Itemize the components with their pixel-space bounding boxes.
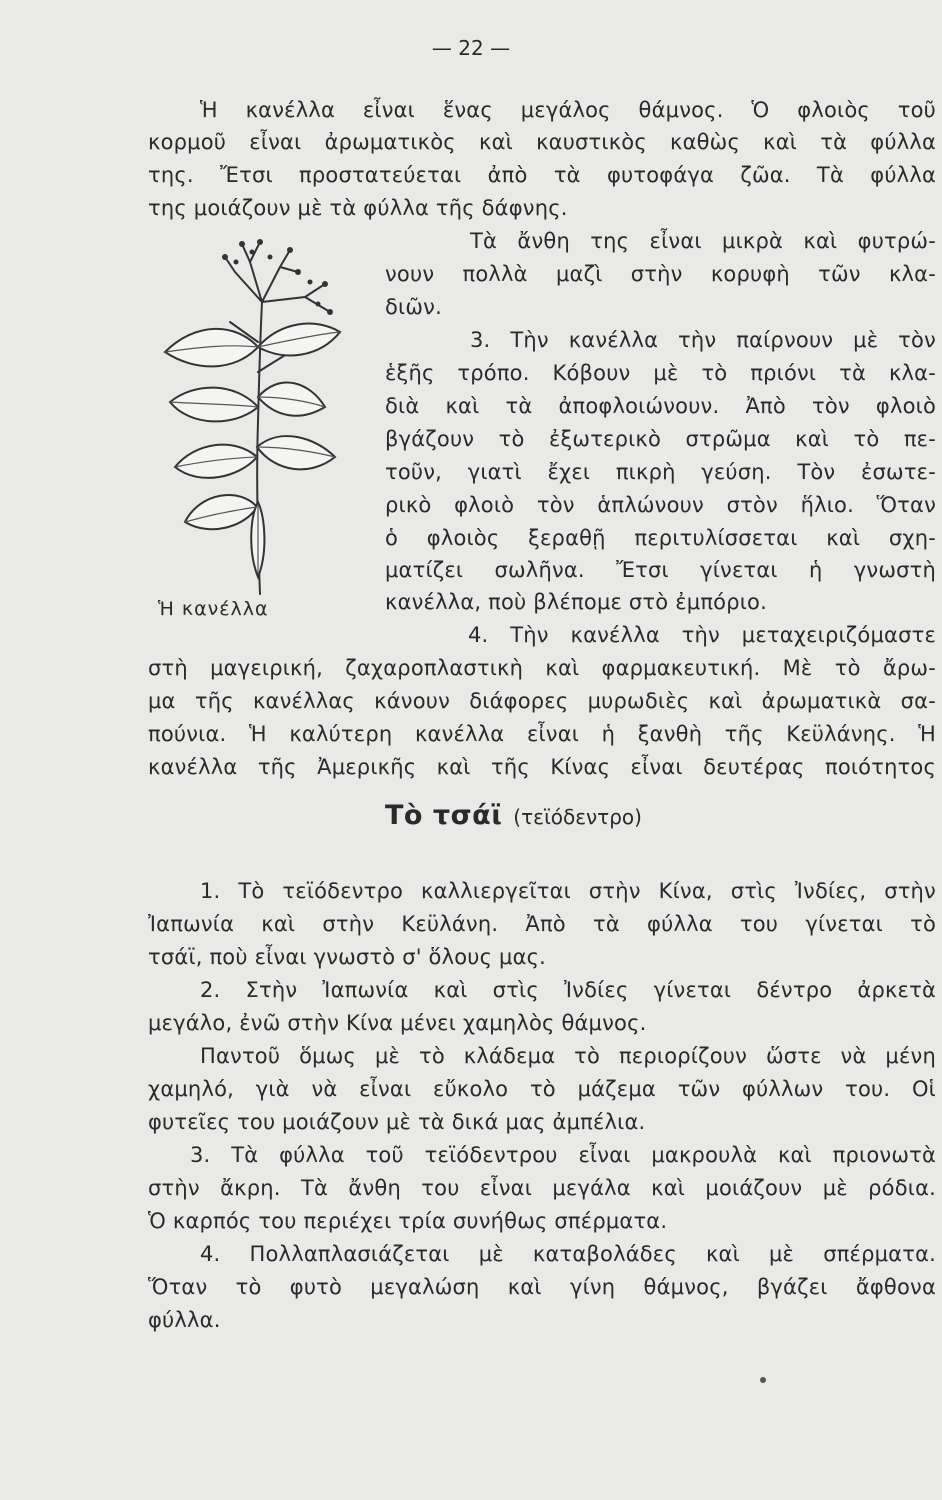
text-line: νουν πολλὰ μαζὶ στὴν κορυφὴ τῶν κλα-: [385, 262, 936, 286]
text-line: στὴν ἄκρη. Τὰ ἄνθη του εἶναι μεγάλα καὶ μοιάζουν μὲ ρόδια.: [148, 1176, 936, 1200]
leaf: [175, 445, 257, 478]
text-line: στὴ μαγειρική, ζαχαροπλαστικὴ καὶ φαρμακευτική. Μὲ τὸ ἄρω-: [148, 656, 936, 680]
text-line: κανέλλα τῆς Ἀμερικῆς καὶ τῆς Κίνας εἶναι δευτέρας ποιότητος: [148, 755, 936, 779]
text-line: διῶν.: [385, 295, 442, 319]
figure-caption: Ἡ κανέλλα: [158, 598, 269, 620]
text-line: ἑξῆς τρόπο. Κόβουν μὲ τὸ πριόνι τὰ κλα-: [385, 361, 936, 385]
text-line: 3. Τὰ φύλλα τοῦ τεϊόδεντρου εἶναι μακρουλὰ καὶ πριονωτὰ: [190, 1143, 936, 1167]
text-line: Τὰ ἄνθη της εἶναι μικρὰ καὶ φυτρώ-: [470, 229, 936, 253]
text-line: 4. Πολλαπλασιάζεται μὲ καταβολάδες καὶ μὲ σπέρματα.: [200, 1242, 936, 1266]
text-line: της μοιάζουν μὲ τὰ φύλλα τῆς δάφνης.: [148, 196, 568, 220]
section-subtitle: (τεϊόδεντρο): [513, 805, 642, 829]
leaf: [165, 329, 258, 367]
text-line: 3. Τὴν κανέλλα τὴν παίρνουν μὲ τὸν: [470, 328, 936, 352]
text-line: Ἰαπωνία καὶ στὴν Κεϋλάνη. Ἀπὸ τὰ φύλλα του γίνεται τὸ: [148, 912, 936, 936]
text-line: Παντοῦ ὅμως μὲ τὸ κλάδεμα τὸ περιορίζουν ὥστε νὰ μένη: [200, 1044, 936, 1068]
text-line: πούνια. Ἡ καλύτερη κανέλλα εἶναι ἡ ξανθὴ τῆς Κεϋλάνης. Ἡ: [148, 722, 936, 746]
text-line: Ἡ κανέλλα εἶναι ἕνας μεγάλος θάμνος. Ὁ φλοιὸς τοῦ: [200, 98, 936, 122]
text-line: 1. Τὸ τεϊόδεντρο καλλιεργεῖται στὴν Κίνα, στὶς Ἰνδίες, στὴν: [200, 879, 936, 903]
print-speck: [760, 1377, 766, 1383]
section-title: Τὸ τσάϊ: [385, 800, 503, 831]
page-number: — 22 —: [431, 36, 511, 60]
text-line: τσάϊ, ποὺ εἶναι γνωστὸ σ' ὅλους μας.: [148, 945, 547, 969]
text-line: φύλλα.: [148, 1308, 221, 1332]
text-line: 2. Στὴν Ἰαπωνία καὶ στὶς Ἰνδίες γίνεται δέντρο ἀρκετὰ: [200, 978, 936, 1002]
text-line: τοῦν, γιατὶ ἔχει πικρὴ γεύση. Τὸν ἐσωτε-: [385, 460, 936, 484]
leaf: [257, 436, 335, 469]
text-line: χαμηλό, γιὰ νὰ εἶναι εὔκολο τὸ μάζεμα τῶν φύλλων του. Οἱ: [148, 1077, 936, 1101]
text-line: μα τῆς κανέλλας κάνουν διάφορες μυρωδιὲς καὶ ἀρωματικὰ σα-: [148, 689, 936, 713]
text-line: ματίζει σωλῆνα. Ἔτσι γίνεται ἡ γνωστὴ: [385, 558, 936, 582]
text-line: κορμοῦ εἶναι ἀρωματικὸς καὶ καυστικὸς καθὼς καὶ τὰ φύλλα: [148, 130, 936, 154]
leaf: [258, 324, 340, 356]
text-line: κανέλλα, ποὺ βλέπομε στὸ ἐμπόριο.: [385, 590, 767, 614]
text-line: βγάζουν τὸ ἐξωτερικὸ στρῶμα καὶ τὸ πε-: [385, 427, 936, 451]
text-line: διὰ καὶ τὰ ἀποφλοιώνουν. Ἀπὸ τὸν φλοιὸ: [385, 394, 936, 418]
text-line: 4. Τὴν κανέλλα τὴν μεταχειριζόμαστε: [468, 623, 936, 647]
text-line: ρικὸ φλοιὸ τὸν ἁπλώνουν στὸν ἥλιο. Ὅταν: [385, 493, 936, 517]
text-line: ὁ φλοιὸς ξεραθῇ περιτυλίσσεται καὶ σχη-: [385, 526, 936, 550]
cinnamon-plant-illustration: [140, 222, 360, 602]
section-heading: [385, 800, 642, 831]
text-line: της. Ἔτσι προστατεύεται ἀπὸ τὰ φυτοφάγα ζῶα. Τὰ φύλλα: [148, 163, 936, 187]
text-line: μεγάλο, ἐνῶ στὴν Κίνα μένει χαμηλὸς θάμνος.: [148, 1011, 647, 1035]
text-line: Ὁ καρπός του περιέχει τρία συνήθως σπέρματα.: [148, 1209, 668, 1233]
text-line: Ὅταν τὸ φυτὸ μεγαλώση καὶ γίνη θάμνος, βγάζει ἄφθονα: [148, 1275, 936, 1299]
text-line: φυτεῖες του μοιάζουν μὲ τὰ δικά μας ἀμπέλια.: [148, 1110, 646, 1134]
leaf: [185, 495, 257, 529]
